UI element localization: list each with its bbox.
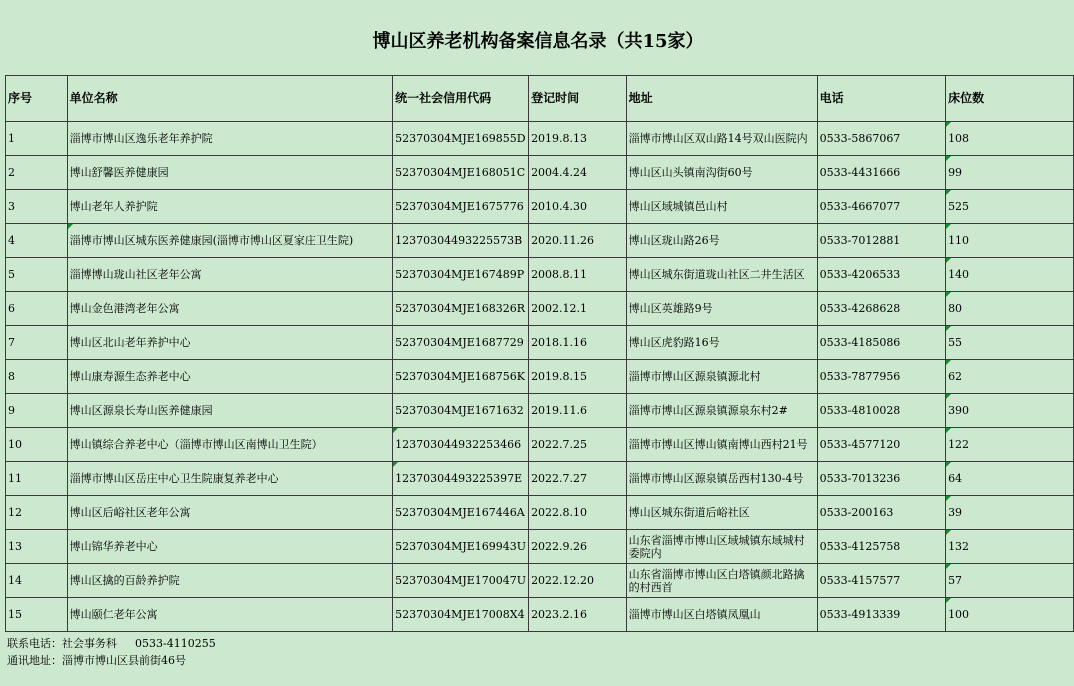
cell-address[interactable]: 淄博市博山区源泉镇岳西村130-4号	[626, 462, 817, 496]
cell-beds[interactable]: 57	[946, 564, 1074, 598]
cell-register-date[interactable]: 2008.8.11	[529, 258, 627, 292]
cell-phone[interactable]: 0533-4206533	[817, 258, 945, 292]
cell-register-date[interactable]: 2022.12.20	[529, 564, 627, 598]
cell-credit-code[interactable]: 52370304MJE168051C	[393, 156, 529, 190]
cell-index[interactable]: 10	[6, 428, 68, 462]
cell-name[interactable]: 博山区源泉长寿山医养健康园	[67, 394, 393, 428]
cell-name[interactable]: 博山镇综合养老中心（淄博市博山区南博山卫生院）	[67, 428, 393, 462]
cell-name[interactable]: 博山区后峪社区老年公寓	[67, 496, 393, 530]
cell-index[interactable]: 13	[6, 530, 68, 564]
cell-index[interactable]: 2	[6, 156, 68, 190]
cell-credit-code[interactable]: 123703044932253466	[393, 428, 529, 462]
cell-credit-code[interactable]: 12370304493225397E	[393, 462, 529, 496]
cell-address[interactable]: 博山区山头镇南沟街60号	[626, 156, 817, 190]
footer-address	[7, 652, 192, 668]
cell-credit-code[interactable]: 52370304MJE167489P	[393, 258, 529, 292]
cell-credit-code[interactable]: 52370304MJE17008X4	[393, 598, 529, 632]
cell-register-date[interactable]: 2020.11.26	[529, 224, 627, 258]
header-phone[interactable]: 电话	[817, 76, 945, 122]
cell-register-date[interactable]: 2010.4.30	[529, 190, 627, 224]
cell-beds[interactable]: 62	[946, 360, 1074, 394]
cell-phone[interactable]: 0533-7012881	[817, 224, 945, 258]
cell-name[interactable]: 博山老年人养护院	[67, 190, 393, 224]
table-row	[6, 156, 1074, 190]
cell-address[interactable]: 淄博市博山区源泉镇源泉东村2#	[626, 394, 817, 428]
cell-index[interactable]: 9	[6, 394, 68, 428]
table-row	[6, 292, 1074, 326]
cell-credit-code[interactable]: 52370304MJE1687729	[393, 326, 529, 360]
cell-index[interactable]: 15	[6, 598, 68, 632]
cell-register-date[interactable]: 2019.8.13	[529, 122, 627, 156]
cell-name[interactable]: 博山颐仁老年公寓	[67, 598, 393, 632]
cell-index[interactable]: 6	[6, 292, 68, 326]
cell-phone[interactable]: 0533-4913339	[817, 598, 945, 632]
cell-address[interactable]: 博山区英雄路9号	[626, 292, 817, 326]
table-row	[6, 564, 1074, 598]
cell-phone[interactable]: 0533-5867067	[817, 122, 945, 156]
cell-beds[interactable]: 390	[946, 394, 1074, 428]
cell-beds[interactable]: 55	[946, 326, 1074, 360]
data-table	[5, 75, 1074, 632]
cell-phone[interactable]: 0533-4268628	[817, 292, 945, 326]
cell-name[interactable]: 淄博博山珑山社区老年公寓	[67, 258, 393, 292]
cell-beds[interactable]: 122	[946, 428, 1074, 462]
header-index[interactable]: 序号	[6, 76, 68, 122]
cell-credit-code[interactable]: 52370304MJE169943U	[393, 530, 529, 564]
cell-beds[interactable]: 110	[946, 224, 1074, 258]
cell-name[interactable]: 博山区北山老年养护中心	[67, 326, 393, 360]
cell-register-date[interactable]: 2022.8.10	[529, 496, 627, 530]
cell-name[interactable]: 博山锦华养老中心	[67, 530, 393, 564]
cell-beds[interactable]: 64	[946, 462, 1074, 496]
cell-phone[interactable]: 0533-200163	[817, 496, 945, 530]
cell-phone[interactable]: 0533-7013236	[817, 462, 945, 496]
cell-index[interactable]: 11	[6, 462, 68, 496]
cell-address[interactable]: 博山区珑山路26号	[626, 224, 817, 258]
cell-register-date[interactable]: 2018.1.16	[529, 326, 627, 360]
sheet-title[interactable]: 博山区养老机构备案信息名录（共15家）	[372, 31, 704, 52]
table-row	[6, 360, 1074, 394]
cell-address[interactable]: 山东省淄博市博山区白塔镇颜北路擒的村西首	[626, 564, 817, 598]
table-row	[6, 462, 1074, 496]
header-name[interactable]: 单位名称	[67, 76, 393, 122]
header-address[interactable]: 地址	[626, 76, 817, 122]
cell-register-date[interactable]: 2022.7.25	[529, 428, 627, 462]
cell-beds[interactable]: 39	[946, 496, 1074, 530]
cell-address[interactable]: 淄博市博山区源泉镇源北村	[626, 360, 817, 394]
cell-register-date[interactable]: 2022.7.27	[529, 462, 627, 496]
cell-phone[interactable]: 0533-4667077	[817, 190, 945, 224]
table-row	[6, 122, 1074, 156]
table-row	[6, 224, 1074, 258]
cell-index[interactable]: 3	[6, 190, 68, 224]
footer-contact	[7, 635, 222, 651]
cell-phone[interactable]: 0533-4431666	[817, 156, 945, 190]
header-beds[interactable]: 床位数	[946, 76, 1074, 122]
contact-label: 联系电话：	[7, 637, 62, 650]
cell-name[interactable]: 淄博市博山区逸乐老年养护院	[67, 122, 393, 156]
cell-index[interactable]: 5	[6, 258, 68, 292]
cell-credit-code[interactable]: 52370304MJE1675776	[393, 190, 529, 224]
cell-register-date[interactable]: 2004.4.24	[529, 156, 627, 190]
cell-beds[interactable]: 108	[946, 122, 1074, 156]
cell-beds[interactable]: 80	[946, 292, 1074, 326]
cell-address[interactable]: 淄博市博山区双山路14号双山医院内	[626, 122, 817, 156]
table-row	[6, 394, 1074, 428]
table-row	[6, 530, 1074, 564]
table-row	[6, 190, 1074, 224]
cell-address[interactable]: 淄博市博山区博山镇南博山西村21号	[626, 428, 817, 462]
contact-dept: 社会事务科	[62, 637, 117, 650]
cell-phone[interactable]: 0533-7877956	[817, 360, 945, 394]
cell-beds[interactable]: 100	[946, 598, 1074, 632]
contact-phone: 0533-4110255	[135, 637, 216, 650]
cell-address[interactable]: 博山区城东街道后峪社区	[626, 496, 817, 530]
table-row	[6, 496, 1074, 530]
cell-phone[interactable]: 0533-4810028	[817, 394, 945, 428]
cell-name[interactable]: 博山金色港湾老年公寓	[67, 292, 393, 326]
cell-index[interactable]: 12	[6, 496, 68, 530]
cell-address[interactable]: 山东省淄博市博山区域城镇东域城村委院内	[626, 530, 817, 564]
cell-name[interactable]: 淄博市博山区城东医养健康园(淄博市博山区夏家庄卫生院)	[67, 224, 393, 258]
cell-index[interactable]: 8	[6, 360, 68, 394]
cell-credit-code[interactable]: 52370304MJE169855D	[393, 122, 529, 156]
header-credit-code[interactable]: 统一社会信用代码	[393, 76, 529, 122]
cell-address[interactable]: 淄博市博山区白塔镇凤凰山	[626, 598, 817, 632]
cell-beds[interactable]: 140	[946, 258, 1074, 292]
cell-register-date[interactable]: 2022.9.26	[529, 530, 627, 564]
cell-name[interactable]: 博山康寿源生态养老中心	[67, 360, 393, 394]
cell-name[interactable]: 博山区擒的百龄养护院	[67, 564, 393, 598]
cell-index[interactable]: 7	[6, 326, 68, 360]
cell-register-date[interactable]: 2023.2.16	[529, 598, 627, 632]
cell-name[interactable]: 博山舒馨医养健康园	[67, 156, 393, 190]
cell-phone[interactable]: 0533-4157577	[817, 564, 945, 598]
address-value: 淄博市博山区县前街46号	[62, 654, 186, 667]
cell-register-date[interactable]: 2002.12.1	[529, 292, 627, 326]
cell-credit-code[interactable]: 52370304MJE1671632	[393, 394, 529, 428]
cell-index[interactable]: 1	[6, 122, 68, 156]
cell-credit-code[interactable]: 52370304MJE170047U	[393, 564, 529, 598]
table-row	[6, 326, 1074, 360]
cell-index[interactable]: 14	[6, 564, 68, 598]
cell-phone[interactable]: 0533-4125758	[817, 530, 945, 564]
cell-index[interactable]: 4	[6, 224, 68, 258]
cell-beds[interactable]: 99	[946, 156, 1074, 190]
cell-phone[interactable]: 0533-4185086	[817, 326, 945, 360]
cell-address[interactable]: 博山区城东街道珑山社区二井生活区	[626, 258, 817, 292]
table-row	[6, 428, 1074, 462]
cell-address[interactable]: 博山区虎豹路16号	[626, 326, 817, 360]
table-row	[6, 258, 1074, 292]
cell-credit-code[interactable]: 52370304MJE167446A	[393, 496, 529, 530]
header-register-date[interactable]: 登记时间	[529, 76, 627, 122]
table-row	[6, 598, 1074, 632]
cell-credit-code[interactable]: 12370304493225573B	[393, 224, 529, 258]
cell-beds[interactable]: 525	[946, 190, 1074, 224]
header-row	[6, 76, 1074, 122]
cell-beds[interactable]: 132	[946, 530, 1074, 564]
cell-name[interactable]: 淄博市博山区岳庄中心卫生院康复养老中心	[67, 462, 393, 496]
cell-address[interactable]: 博山区域城镇邑山村	[626, 190, 817, 224]
cell-credit-code[interactable]: 52370304MJE168326R	[393, 292, 529, 326]
address-label: 通讯地址：	[7, 654, 62, 667]
cell-register-date[interactable]: 2019.8.15	[529, 360, 627, 394]
cell-phone[interactable]: 0533-4577120	[817, 428, 945, 462]
cell-register-date[interactable]: 2019.11.6	[529, 394, 627, 428]
cell-credit-code[interactable]: 52370304MJE168756K	[393, 360, 529, 394]
